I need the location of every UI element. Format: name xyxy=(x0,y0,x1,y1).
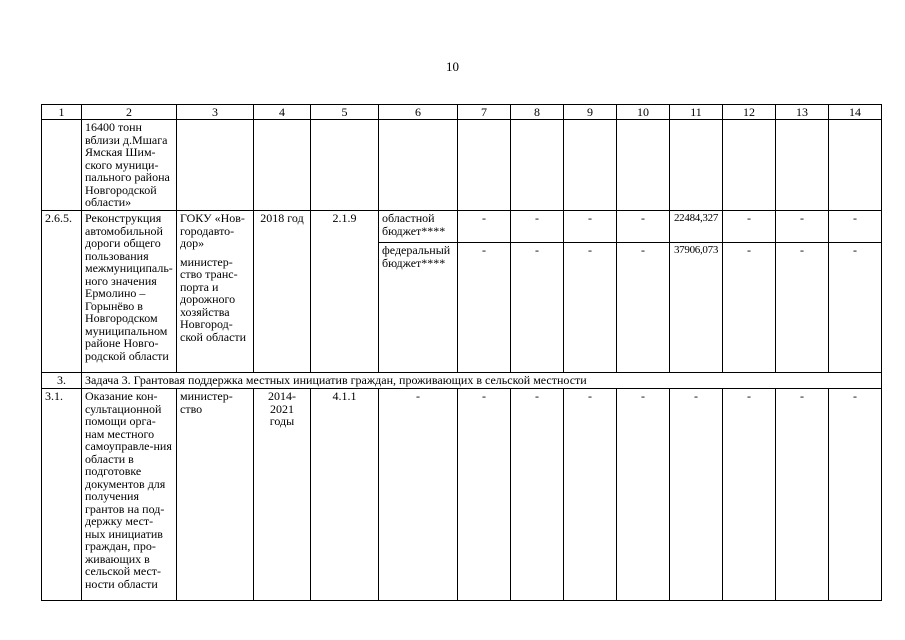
cell-value: - xyxy=(458,389,511,601)
activities-table xyxy=(41,104,882,601)
cell-amount: 37906,073 xyxy=(670,243,723,373)
task-3-row xyxy=(42,373,882,389)
column-header: 10 xyxy=(617,105,670,120)
column-header: 7 xyxy=(458,105,511,120)
column-header: 2 xyxy=(82,105,177,120)
column-header: 6 xyxy=(379,105,458,120)
cell-value: - xyxy=(617,211,670,243)
cell-value: - xyxy=(617,389,670,601)
period: 2014-2021 годы xyxy=(254,389,311,601)
column-header: 1 xyxy=(42,105,82,120)
column-header: 13 xyxy=(776,105,829,120)
activity-name: Реконструкция автомобильной дороги общего пользования межмуниципаль-ного значения Ермолино – Горынёво в Новгородском муниципальном районе Новго-родской области xyxy=(82,211,177,373)
table-row-continuation xyxy=(42,120,882,211)
task-title: Задача 3. Грантовая поддержка местных инициатив граждан, проживающих в сельской местности xyxy=(82,373,882,389)
cell-value: - xyxy=(564,389,617,601)
funding-source: областной бюджет**** xyxy=(379,211,458,243)
row-number: 2.6.5. xyxy=(42,211,82,373)
column-header: 5 xyxy=(311,105,379,120)
period: 2018 год xyxy=(254,211,311,373)
cell-value: - xyxy=(829,243,882,373)
column-header: 3 xyxy=(177,105,254,120)
table-row-3-1 xyxy=(42,389,882,601)
executor-primary: ГОКУ «Нов-городавто-дор» xyxy=(180,211,245,250)
executor-secondary: министер-ство транс-порта и дорожного хозяйства Новгород-ской области xyxy=(180,254,247,344)
column-header: 11 xyxy=(670,105,723,120)
cell-value: - xyxy=(670,389,723,601)
cell-value: - xyxy=(564,211,617,243)
cell-value: - xyxy=(511,211,564,243)
cell-amount: 22484,327 xyxy=(670,211,723,243)
target-indicator: 4.1.1 xyxy=(311,389,379,601)
cell-value: - xyxy=(776,389,829,601)
column-header: 12 xyxy=(723,105,776,120)
activity-name: 16400 тонн вблизи д.Мшага Ямская Шим-ского муници-пального района Новгородской области» xyxy=(82,120,177,211)
cell-value: - xyxy=(829,389,882,601)
cell-value: - xyxy=(776,211,829,243)
page-number: 10 xyxy=(446,59,459,74)
cell-value: - xyxy=(617,243,670,373)
cell-value: - xyxy=(564,243,617,373)
cell-value: - xyxy=(829,211,882,243)
activity-name: Оказание кон-сультационной помощи орга-нам местного самоуправле-ния области в подготовке документов для получения грантов на под-держку мест-ных инициатив граждан, про-живающих в сельской мест-ности области xyxy=(82,389,177,601)
cell-value: - xyxy=(458,211,511,243)
column-number-header-row xyxy=(42,105,882,120)
cell-value: - xyxy=(458,243,511,373)
column-header: 4 xyxy=(254,105,311,120)
executor: министер-ство xyxy=(177,389,254,601)
table-row-2-6-5 xyxy=(42,211,882,243)
cell-value: - xyxy=(511,243,564,373)
column-header: 14 xyxy=(829,105,882,120)
task-number: 3. xyxy=(42,373,82,389)
cell-value: - xyxy=(776,243,829,373)
column-header: 8 xyxy=(511,105,564,120)
cell-value: - xyxy=(723,243,776,373)
cell-value: - xyxy=(511,389,564,601)
executor xyxy=(177,211,254,373)
column-header: 9 xyxy=(564,105,617,120)
cell-value: - xyxy=(723,389,776,601)
cell-value: - xyxy=(379,389,458,601)
target-indicator: 2.1.9 xyxy=(311,211,379,373)
cell-value: - xyxy=(723,211,776,243)
funding-source: федеральный бюджет**** xyxy=(379,243,458,373)
row-number: 3.1. xyxy=(42,389,82,601)
